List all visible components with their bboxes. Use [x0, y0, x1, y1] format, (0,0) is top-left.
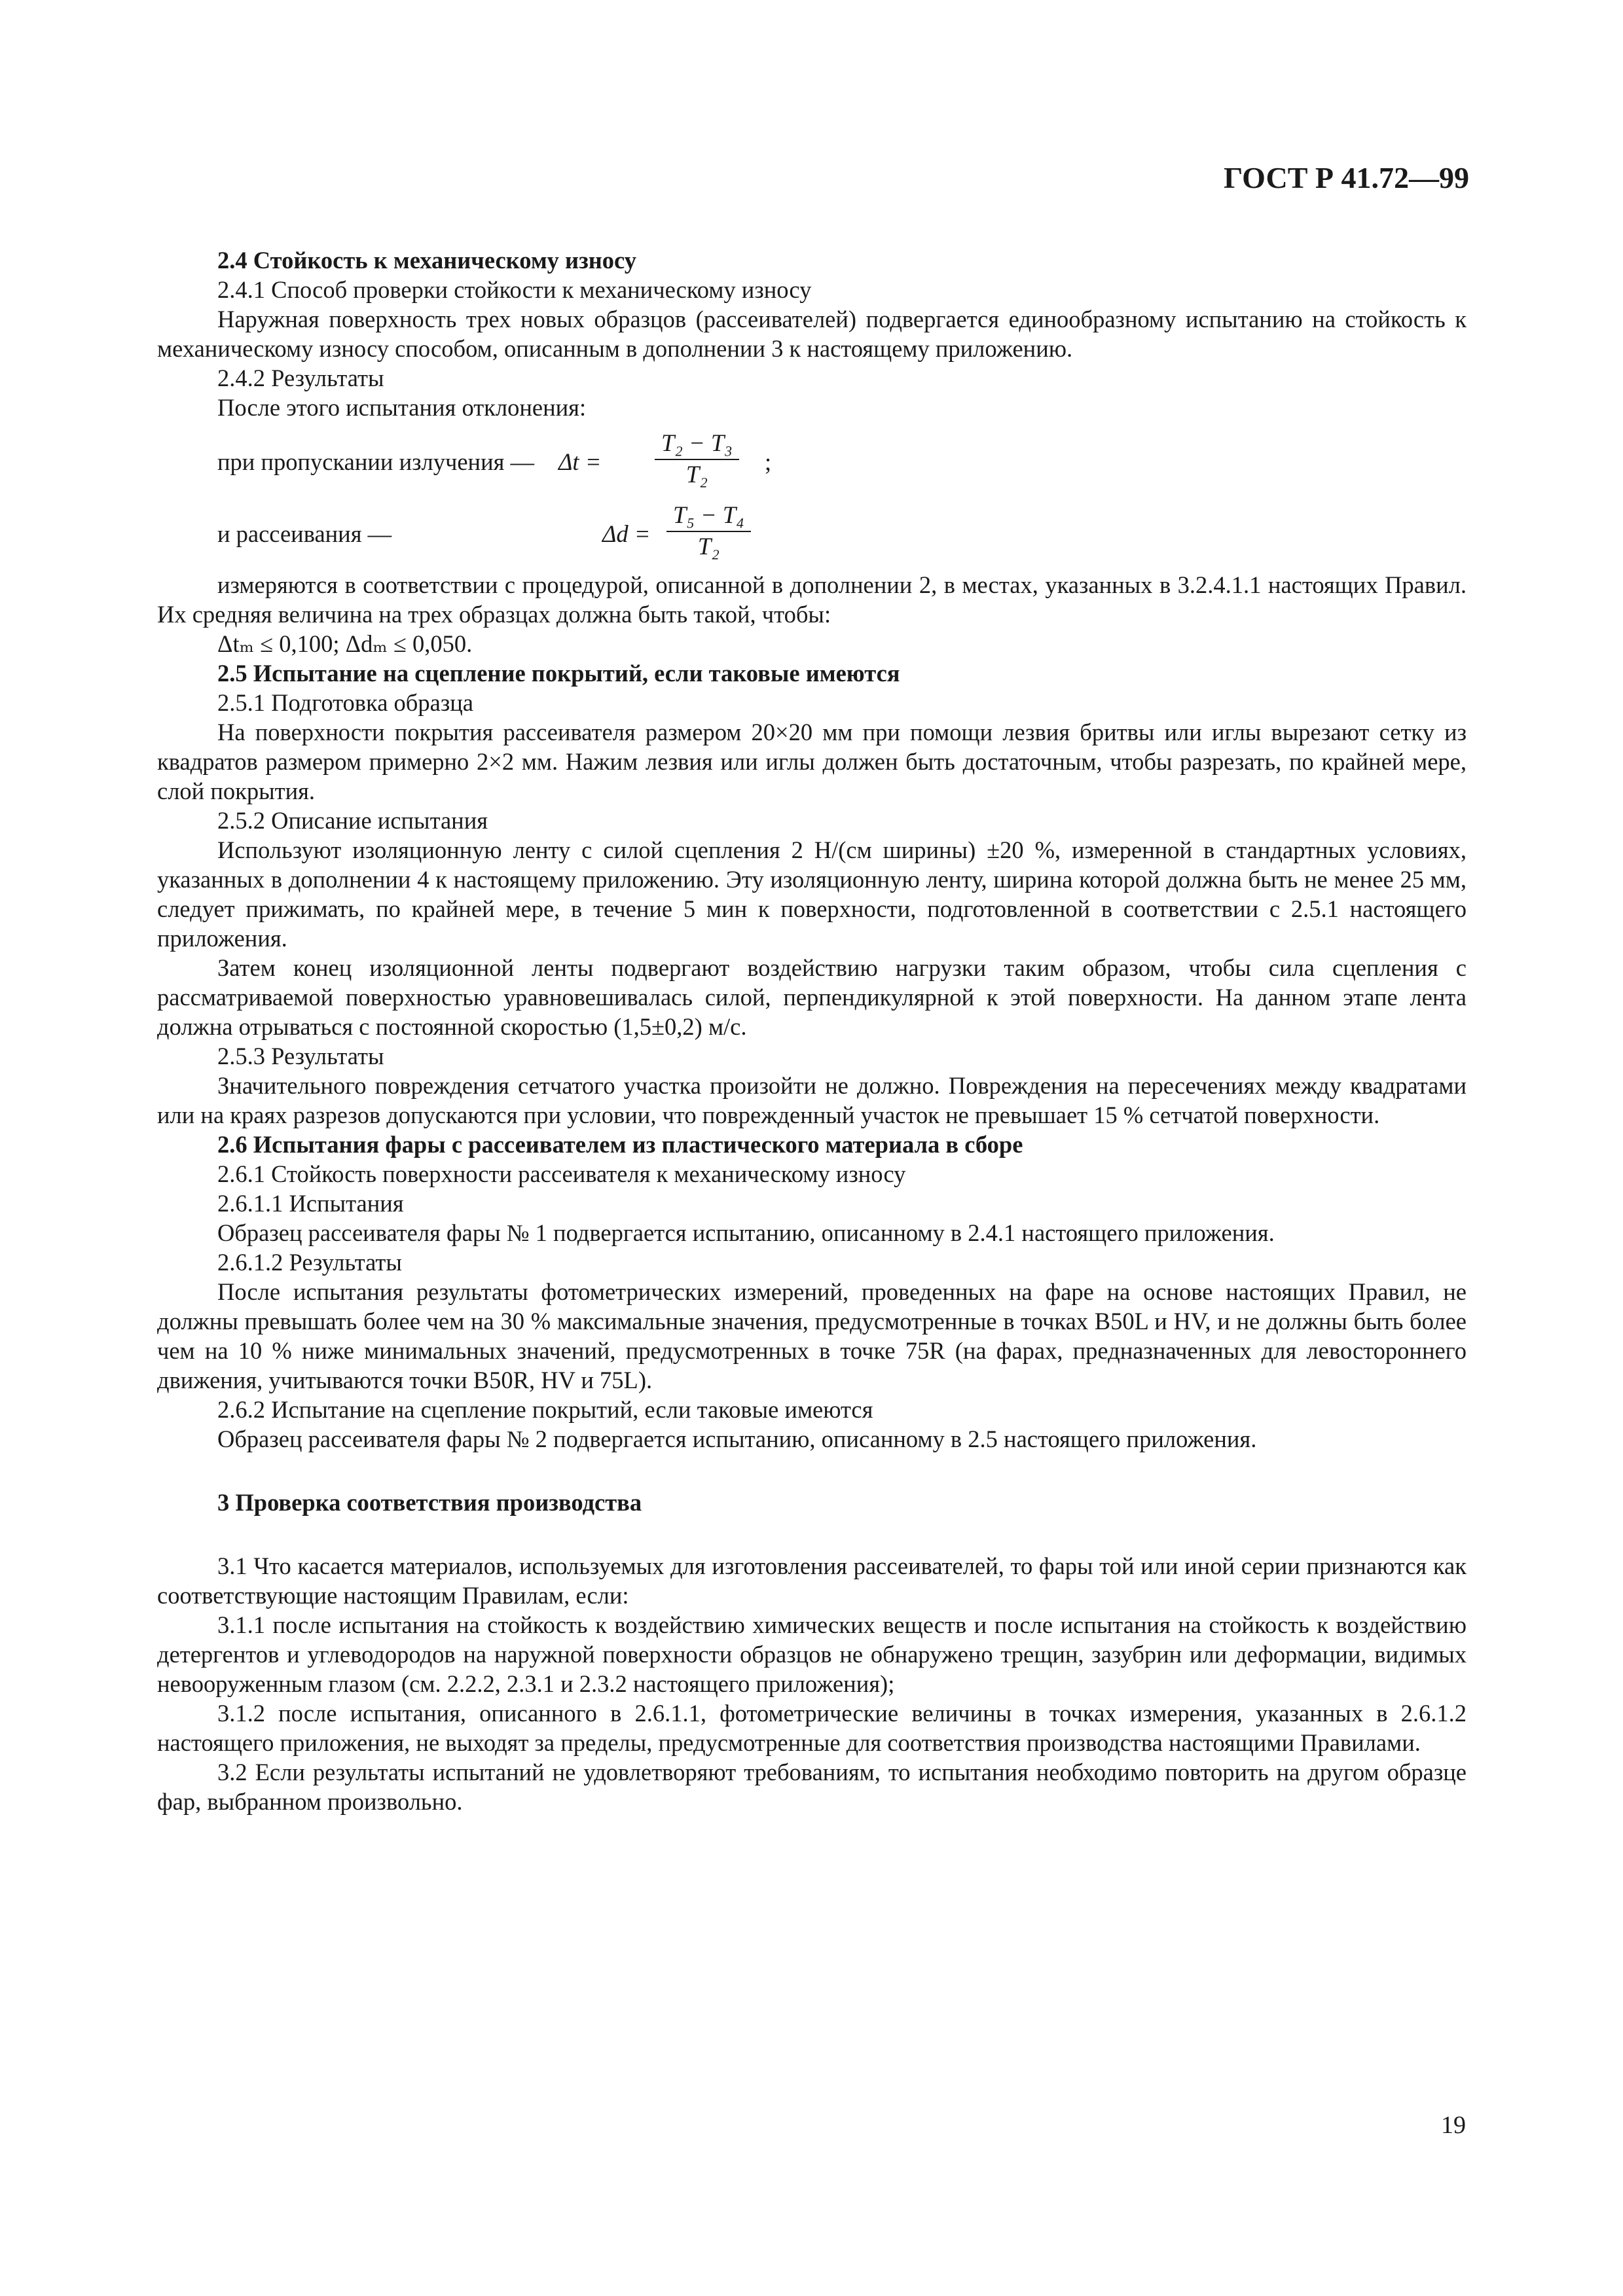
formula-fraction [666, 499, 751, 561]
formula-denominator: T₂ [685, 461, 708, 488]
paragraph: Образец рассеивателя фары № 2 подвергается испытанию, описанному в 2.5 настоящего приложения. [217, 1426, 1257, 1452]
subsection-heading: 2.6.2 Испытание на сцепление покрытий, если таковые имеются [217, 1396, 873, 1423]
formula-scattering [157, 499, 1467, 570]
inequality: Δtₘ ≤ 0,100; Δdₘ ≤ 0,050. [217, 630, 473, 657]
paragraph: Образец рассеивателя фары № 1 подвергается испытанию, описанному в 2.4.1 настоящего приложения. [217, 1219, 1275, 1246]
paragraph: 3.1 Что касается материалов, используемых для изготовления рассеивателей, то фары той или иной серии признаются как соответствующие настоящим Правилам, если: [157, 1552, 1467, 1609]
formula-fraction [655, 427, 739, 489]
subsection-heading: 2.5.1 Подготовка образца [217, 689, 473, 716]
formula-label: и рассеивания — [217, 520, 392, 547]
paragraph: На поверхности покрытия рассеивателя размером 20×20 мм при помощи лезвия бритвы или иглы вырезают сетку из квадратов размером примерно 2×2 мм. Нажим лезвия или иглы должен быть достаточным, чтобы разрезать, по крайней мере, слой покрытия. [157, 719, 1467, 804]
formula-lhs: Δd = [602, 520, 651, 547]
paragraph: 3.2 Если результаты испытаний не удовлетворяют требованиям, то испытания необходимо повторить на другом образце фар, выбранном произвольно. [157, 1759, 1467, 1815]
document-code: ГОСТ Р 41.72—99 [1224, 161, 1469, 194]
paragraph: После этого испытания отклонения: [217, 394, 587, 421]
formula-numerator: T₂ − T₃ [655, 427, 739, 460]
section-heading: 2.4 Стойкость к механическому износу [217, 247, 636, 274]
formula-lhs: Δt = [558, 448, 602, 475]
formula-denominator: T₂ [697, 533, 720, 560]
paragraph: После испытания результаты фотометрических измерений, проведенных на фаре на основе настоящих Правил, не должны превышать более чем на 30 % максимальные значения, предусмотренные в точках B50L и HV, и не должны быть более чем на 10 % ниже минимальных значений, предусмотренных в точке 75R (на фарах, предназначенных для левостороннего движения, учитываются точки B50R, HV и 75L). [157, 1278, 1467, 1393]
paragraph: Значительного повреждения сетчатого участка произойти не должно. Повреждения на пересечениях между квадратами или на краях разрезов допускаются при условии, что поврежденный участок не превышает 15 % сетчатой поверхности. [157, 1072, 1467, 1128]
paragraph: Используют изоляционную ленту с силой сцепления 2 Н/(см ширины) ±20 %, измеренной в стандартных условиях, указанных в дополнении 4 к настоящему приложению. Эту изоляционную ленту, ширина которой должна быть не менее 25 мм, следует прижимать, по крайней мере, в течение 5 мин к поверхности, подготовленной в соответствии с 2.5.1 настоящего приложения. [157, 836, 1467, 952]
page-number: 19 [1441, 2111, 1466, 2139]
section-heading: 2.6 Испытания фары с рассеивателем из пластического материала в сборе [217, 1131, 1023, 1158]
paragraph: измеряются в соответствии с процедурой, описанной в дополнении 2, в местах, указанных в 3.2.4.1.1 настоящих Правил. Их средняя величина на трех образцах должна быть такой, чтобы: [157, 571, 1467, 628]
formula-tail: ; [765, 448, 772, 475]
section-heading: 2.5 Испытание на сцепление покрытий, если таковые имеются [217, 660, 900, 687]
subsection-heading: 2.5.2 Описание испытания [217, 807, 488, 834]
subsection-heading: 2.5.3 Результаты [217, 1043, 384, 1069]
formula-label: при пропускании излучения — [217, 448, 535, 475]
subsection-heading: 2.4.2 Результаты [217, 365, 384, 391]
subsection-heading: 2.4.1 Способ проверки стойкости к механическому износу [217, 276, 812, 303]
formula-transmission [157, 422, 1467, 499]
formula-numerator: T₅ − T₄ [666, 499, 751, 532]
subsection-heading: 2.6.1 Стойкость поверхности рассеивателя к механическому износу [217, 1160, 906, 1187]
paragraph: Затем конец изоляционной ленты подвергают воздействию нагрузки таким образом, чтобы сила сцепления с рассматриваемой поверхностью уравновешивалась силой, перпендикулярной к этой поверхности. На данном этапе лента должна отрываться с постоянной скоростью (1,5±0,2) м/с. [157, 954, 1467, 1040]
section-heading: 3 Проверка соответствия производства [217, 1489, 642, 1516]
paragraph: 3.1.2 после испытания, описанного в 2.6.1.1, фотометрические величины в точках измерения, указанных в 2.6.1.2 настоящего приложения, не выходят за пределы, предусмотренные для соответствия производства настоящими Правилами. [157, 1700, 1467, 1756]
paragraph: 3.1.1 после испытания на стойкость к воздействию химических веществ и после испытания на стойкость к воздействию детергентов и углеводородов на наружной поверхности образцов не обнаружено трещин, зазубрин или деформации, видимых невооруженным глазом (см. 2.2.2, 2.3.1 и 2.3.2 настоящего приложения); [157, 1611, 1467, 1697]
paragraph: Наружная поверхность трех новых образцов (рассеивателей) подвергается единообразному испытанию на стойкость к механическому износу способом, описанным в дополнении 3 к настоящему приложению. [157, 306, 1467, 362]
subsection-heading: 2.6.1.1 Испытания [217, 1190, 404, 1217]
subsection-heading: 2.6.1.2 Результаты [217, 1249, 402, 1276]
document-body [157, 245, 1467, 1816]
